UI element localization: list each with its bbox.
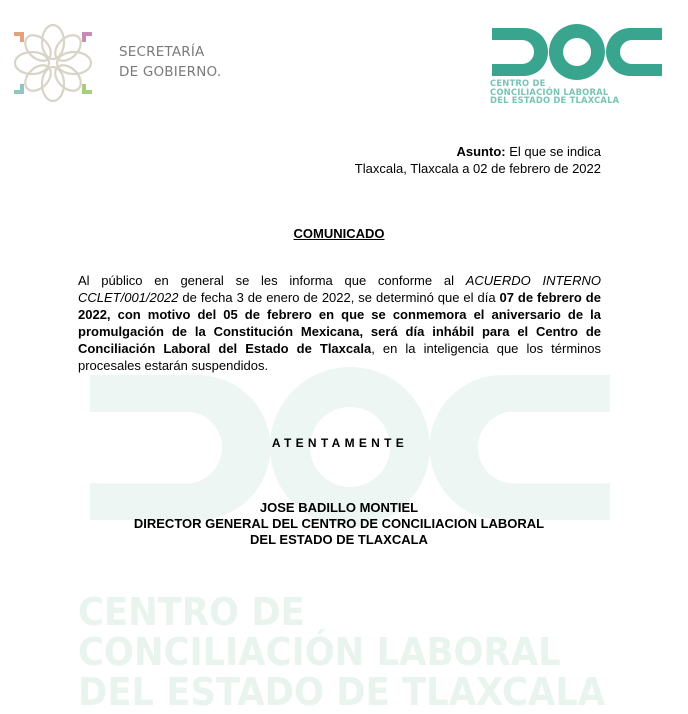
closing-salutation: ATENTAMENTE (271, 436, 409, 450)
signer-name: JOSE BADILLO MONTIEL (259, 500, 419, 515)
subject-block (355, 143, 601, 177)
watermark-line-3: DEL ESTADO DE TLAXCALA (78, 670, 606, 714)
para-intro: Al público en general se les informa que conforme al (78, 273, 466, 288)
subject-value: El que se indica (509, 144, 601, 159)
signer-title-line-1: DIRECTOR GENERAL DEL CENTRO DE CONCILIACION LABORAL (133, 516, 545, 531)
subject-line (355, 143, 601, 160)
ccl-caption-line-1: CENTRO DE (490, 78, 546, 88)
ccl-logo (488, 22, 666, 82)
secretaria-flower-logo (8, 22, 98, 104)
para-holiday-statement: 07 de febrero de 2022, con motivo del 05 de febrero en que se conmemora el aniversario de la promulgación de la Constitución Mexicana, será día inhábil para el Centro de Conciliación Laboral del Estado de Tlaxcala (78, 290, 601, 356)
place-date: Tlaxcala, Tlaxcala a 02 de febrero de 2022 (354, 161, 601, 176)
document-heading: COMUNICADO (293, 226, 385, 241)
ccl-caption (490, 79, 666, 105)
ccl-caption-line-2: CONCILIACIÓN LABORAL (490, 86, 609, 97)
para-closing: , en la inteligencia que los términos procesales estarán suspendidos. (78, 341, 602, 373)
watermark-line-1: CENTRO DE (78, 590, 305, 634)
signer-block (0, 500, 678, 548)
watermark-text (78, 592, 636, 712)
secretaria-line-2: DE GOBIERNO. (119, 64, 222, 80)
ccl-caption-line-3: DEL ESTADO DE TLAXCALA (490, 95, 620, 106)
announcement-paragraph (78, 272, 601, 374)
para-date-context: de fecha 3 de enero de 2022, se determinó que el día (178, 290, 500, 305)
subject-label: Asunto: (456, 144, 506, 159)
para-agreement-ref: ACUERDO INTERNO CCLET/001/2022 (78, 273, 601, 305)
watermark-line-2: CONCILIACIÓN LABORAL (78, 630, 561, 674)
signer-title-line-2: DEL ESTADO DE TLAXCALA (250, 532, 428, 547)
secretaria-line-1: SECRETARÍA (119, 44, 205, 60)
secretaria-name (119, 42, 221, 82)
